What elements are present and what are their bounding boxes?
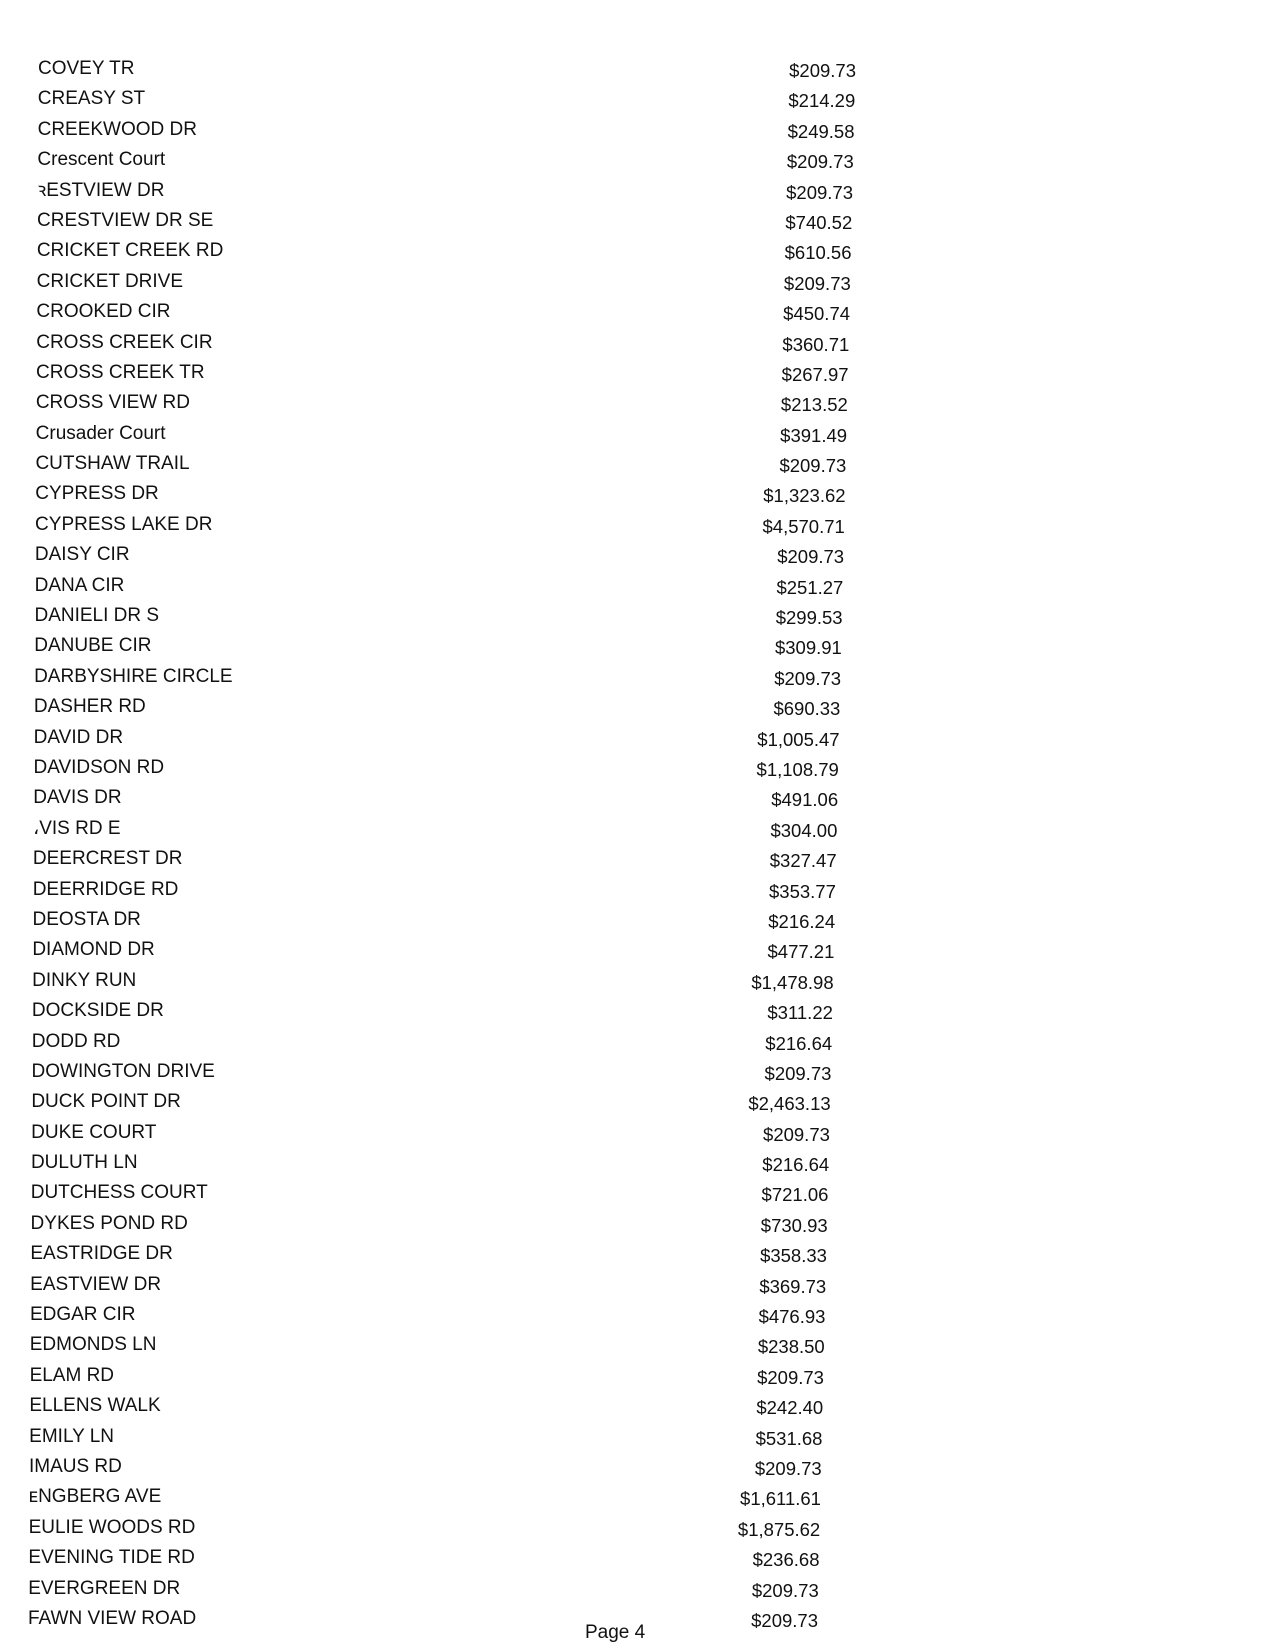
- table-row: [0, 753, 1275, 783]
- street-name: DANUBE CIR: [34, 635, 152, 657]
- street-name: CRICKET CREEK RD: [36, 240, 224, 262]
- amount: $730.93: [760, 1214, 828, 1236]
- amount: $304.00: [770, 819, 838, 841]
- amount: $1,611.61: [740, 1488, 821, 1510]
- amount: $391.49: [780, 424, 848, 446]
- street-name: CROSS CREEK TR: [36, 361, 205, 383]
- table-row: [0, 875, 1275, 905]
- amount: $209.73: [789, 60, 856, 81]
- amount: $209.73: [757, 1366, 824, 1388]
- table-row: [0, 1513, 1275, 1543]
- street-name: CREEKWOOD DR: [37, 118, 197, 140]
- amount: $476.93: [758, 1306, 826, 1328]
- street-name: DUCK POINT DR: [31, 1091, 181, 1113]
- amount: $236.68: [752, 1549, 820, 1571]
- street-name: DAVID DR: [33, 726, 124, 748]
- table-row: [0, 358, 1275, 388]
- amount: $267.97: [781, 363, 849, 385]
- street-name: DOCKSIDE DR: [31, 1000, 164, 1022]
- street-name: EVERGREEN DR: [28, 1577, 181, 1599]
- street-name: COVEY TR: [38, 58, 135, 79]
- street-name: CRICKET DRIVE: [36, 270, 184, 292]
- amount: $209.73: [786, 181, 854, 203]
- street-name: EVENING TIDE RD: [28, 1547, 195, 1569]
- amount: $209.73: [786, 151, 854, 173]
- street-name: DULUTH LN: [30, 1152, 138, 1174]
- amount: $311.22: [767, 1002, 833, 1024]
- amount: $216.64: [765, 1032, 833, 1054]
- amount: $216.24: [768, 910, 836, 932]
- amount: $214.29: [788, 90, 856, 112]
- table-row: [0, 1270, 1275, 1300]
- table-row: [0, 206, 1275, 236]
- amount: $360.71: [782, 333, 850, 355]
- table-row: [0, 540, 1275, 570]
- amount: $209.73: [763, 1123, 830, 1145]
- street-name: EASTVIEW DR: [30, 1273, 162, 1295]
- amount: $209.73: [751, 1579, 819, 1601]
- street-name: ELLENS WALK: [29, 1395, 161, 1417]
- table-row: [0, 1543, 1275, 1573]
- amount: $1,005.47: [757, 728, 840, 750]
- amount: $216.64: [762, 1154, 830, 1176]
- street-name: CUTSHAW TRAIL: [35, 453, 190, 475]
- table-row: [0, 1148, 1275, 1178]
- street-name: FAWN VIEW ROAD: [28, 1607, 197, 1629]
- amount: $740.52: [785, 211, 853, 233]
- street-name: EASTRIDGE DR: [30, 1243, 173, 1265]
- table-row: [0, 783, 1275, 813]
- amount: $358.33: [760, 1245, 827, 1267]
- street-name: DYKES POND RD: [30, 1212, 188, 1234]
- amount: $610.56: [784, 242, 852, 264]
- table-row: [0, 297, 1275, 327]
- street-name: DEERCREST DR: [32, 848, 183, 870]
- street-name: CROSS CREEK CIR: [36, 331, 213, 353]
- amount: $238.50: [757, 1336, 825, 1358]
- table-row: [0, 1118, 1275, 1148]
- street-name: IMAUS RD: [28, 1455, 122, 1477]
- table-row: [0, 1209, 1275, 1239]
- table-row: [0, 966, 1275, 996]
- amount: $251.27: [776, 576, 844, 598]
- table-row: [0, 571, 1275, 601]
- amount: $2,463.13: [748, 1093, 831, 1115]
- table-row: [0, 1574, 1275, 1604]
- amount: $209.73: [764, 1062, 832, 1084]
- street-name: ،VIS RD E: [33, 817, 121, 839]
- table-row: [0, 1087, 1275, 1117]
- table-row: [0, 419, 1275, 449]
- amount: $690.33: [773, 698, 841, 720]
- amount: $249.58: [787, 120, 855, 142]
- street-name: Crescent Court: [37, 149, 166, 171]
- table-row: [0, 814, 1275, 844]
- street-name: DEOSTA DR: [32, 908, 141, 930]
- street-name: DAVIDSON RD: [33, 756, 165, 778]
- street-name: CROSS VIEW RD: [35, 392, 190, 414]
- amount: $209.73: [783, 272, 851, 294]
- street-name: ᴇNGBERG AVE: [28, 1486, 162, 1508]
- amount: $721.06: [761, 1184, 829, 1206]
- street-name: DARBYSHIRE CIRCLE: [34, 665, 233, 687]
- street-name: CROOKED CIR: [36, 301, 171, 323]
- table-row: [0, 996, 1275, 1026]
- table-row: [0, 1057, 1275, 1087]
- amount: $477.21: [767, 941, 835, 963]
- street-name: DAISY CIR: [34, 544, 130, 566]
- street-name: Crusader Court: [35, 422, 166, 444]
- amount: $309.91: [774, 637, 842, 659]
- amount: $531.68: [755, 1427, 823, 1449]
- amount: $4,570.71: [762, 515, 845, 537]
- street-name: DOWINGTON DRIVE: [31, 1060, 215, 1082]
- table-row: [0, 692, 1275, 722]
- table-row: [0, 1178, 1275, 1208]
- amount: $209.73: [777, 546, 845, 568]
- street-name: CRESTVIEW DR SE: [37, 209, 214, 231]
- street-name: DANIELI DR S: [34, 605, 160, 627]
- table-row: [0, 631, 1275, 661]
- street-name: CREASY ST: [37, 88, 146, 110]
- table-row: [0, 115, 1275, 145]
- table-row: [0, 449, 1275, 479]
- street-name: ꝛESTVIEW DR: [37, 179, 165, 201]
- table-row: [0, 54, 1275, 84]
- table-row: [0, 1027, 1275, 1057]
- amount: $1,108.79: [756, 758, 839, 780]
- street-name: DEERRIDGE RD: [32, 878, 179, 900]
- street-name: DANA CIR: [34, 574, 125, 596]
- table-row: [0, 1330, 1275, 1360]
- street-name: DASHER RD: [33, 696, 146, 718]
- table-row: [0, 1239, 1275, 1269]
- table-row: [0, 145, 1275, 175]
- street-name: EDMONDS LN: [29, 1334, 157, 1356]
- table-row: [0, 935, 1275, 965]
- table-row: [0, 662, 1275, 692]
- amount: $242.40: [756, 1397, 824, 1419]
- table-row: [0, 1300, 1275, 1330]
- street-name: DODD RD: [31, 1030, 121, 1052]
- amount: $209.73: [774, 667, 842, 689]
- table-row: [0, 328, 1275, 358]
- amount: $299.53: [775, 607, 843, 629]
- amount: $209.73: [751, 1609, 818, 1631]
- street-name: DAVIS DR: [33, 787, 122, 809]
- table-row: [0, 1361, 1275, 1391]
- table-row: [0, 176, 1275, 206]
- amount: $353.77: [769, 880, 836, 902]
- amount: $1,478.98: [751, 971, 834, 993]
- table-row: [0, 84, 1275, 114]
- street-name: DIAMOND DR: [32, 939, 155, 961]
- amount: $327.47: [769, 850, 837, 872]
- street-amount-list: [0, 54, 1275, 1634]
- table-row: [0, 601, 1275, 631]
- table-row: [0, 388, 1275, 418]
- street-name: CYPRESS DR: [35, 483, 159, 505]
- street-name: DINKY RUN: [32, 969, 137, 991]
- page-number: Page 4: [585, 1622, 646, 1643]
- amount: $1,323.62: [763, 485, 846, 507]
- amount: $491.06: [771, 789, 839, 811]
- amount: $213.52: [780, 394, 848, 416]
- street-name: EULIE WOODS RD: [28, 1516, 196, 1538]
- amount: $209.73: [779, 455, 847, 477]
- table-row: [0, 236, 1275, 266]
- amount: $1,875.62: [737, 1518, 821, 1540]
- table-row: [0, 1482, 1275, 1512]
- street-name: CYPRESS LAKE DR: [35, 513, 213, 535]
- table-row: [0, 267, 1275, 297]
- street-name: DUTCHESS COURT: [30, 1182, 208, 1204]
- street-name: DUKE COURT: [31, 1121, 157, 1143]
- street-name: EDGAR CIR: [29, 1304, 136, 1326]
- table-row: [0, 479, 1275, 509]
- street-name: ELAM RD: [29, 1364, 115, 1386]
- table-row: [0, 1422, 1275, 1452]
- amount: $209.73: [754, 1457, 822, 1479]
- amount: $450.74: [783, 303, 851, 325]
- table-row: [0, 905, 1275, 935]
- table-row: [0, 1452, 1275, 1482]
- street-name: EMILY LN: [29, 1425, 115, 1447]
- amount: $369.73: [759, 1275, 827, 1297]
- table-row: [0, 844, 1275, 874]
- table-row: [0, 723, 1275, 753]
- table-row: [0, 510, 1275, 540]
- table-row: [0, 1391, 1275, 1421]
